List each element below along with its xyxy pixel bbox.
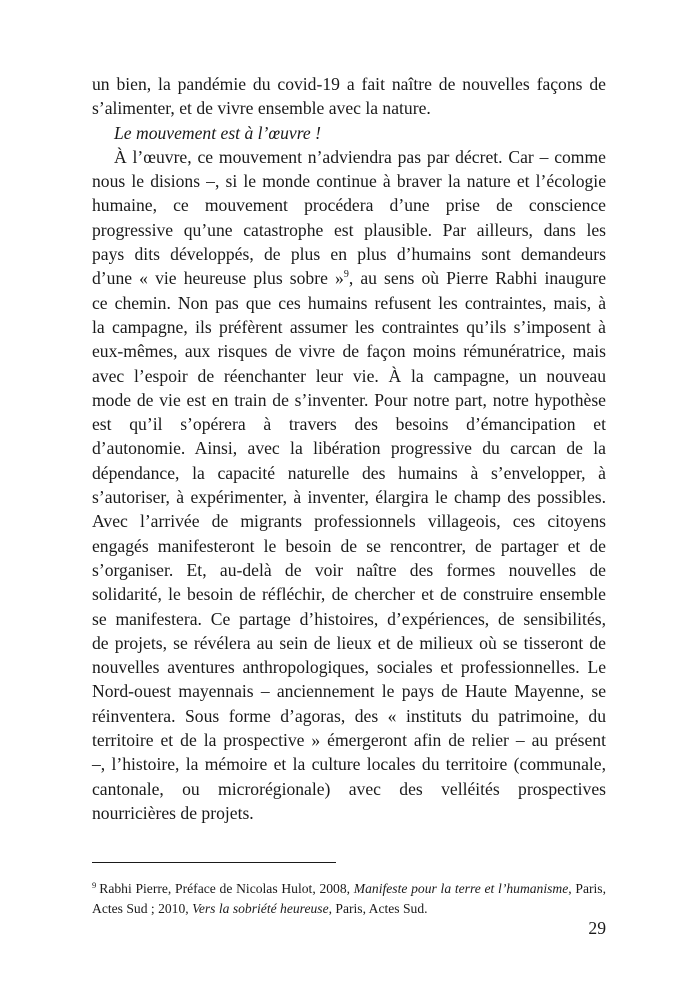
text-line: s’autoriser, à expérimenter, à inventer, élargira le champ des possibles.	[92, 487, 606, 508]
text-line: de projets, se révélera au sein de lieux et de milieux où se tisseront de	[92, 632, 606, 653]
text-line: engagés manifesteront le besoin de se rencontrer, de partager et de	[92, 535, 606, 556]
text-line: d’autonomie. Ainsi, avec la libération progressive du carcan de la	[92, 438, 606, 459]
footnote-book-title: Vers la sobriété heureuse	[192, 900, 329, 916]
text-line: nous le disions –, si le monde continue à braver la nature et l’écologie	[92, 171, 606, 192]
footnote-line	[92, 899, 606, 919]
footnote-text: Actes Sud ; 2010,	[92, 900, 193, 916]
text-line: se manifestera. Ce partage d’histoires, d’expériences, de sensibilités,	[92, 608, 606, 629]
main-text	[92, 72, 606, 825]
text-line: un bien, la pandémie du covid-19 a fait naître de nouvelles façons de	[92, 74, 606, 94]
footnote	[92, 879, 606, 918]
text-line: Avec l’arrivée de migrants professionnels villageois, ces citoyens	[92, 511, 606, 532]
footnote-text: Rabhi Pierre, Préface de Nicolas Hulot, 2008,	[99, 881, 354, 896]
text-segment: , au sens où Pierre Rabhi inaugure	[348, 268, 606, 289]
text-line: pays dits développés, de plus en plus d’humains sont demandeurs	[92, 244, 606, 265]
footnote-text: , Paris, Actes Sud.	[328, 900, 428, 916]
text-line: réinventera. Sous forme d’agoras, des « instituts du patrimoine, du	[92, 705, 606, 726]
text-line: s’organiser. Et, au-delà de voir naître des formes nouvelles de	[92, 559, 606, 580]
text-line: dépendance, la capacité naturelle des humains à s’envelopper, à	[92, 462, 606, 483]
footnote-line	[92, 879, 606, 899]
text-line: À l’œuvre, ce mouvement n’adviendra pas par décret. Car – comme	[114, 146, 606, 167]
text-line: s’alimenter, et de vivre ensemble avec la nature.	[92, 98, 431, 119]
text-line: est qu’il s’opérera à travers des besoins d’émancipation et	[92, 414, 606, 435]
text-line: eux-mêmes, aux risques de vivre de façon moins rémunératrice, mais	[92, 341, 606, 362]
text-line: –, l’histoire, la mémoire et la culture locales du territoire (communale,	[92, 754, 606, 775]
text-line: cantonale, ou microrégionale) avec des velléités prospectives	[92, 778, 606, 799]
text-line: solidarité, le besoin de réfléchir, de chercher et de construire ensemble	[92, 584, 606, 605]
footnote-divider	[92, 862, 336, 863]
text-line: nourricières de projets.	[92, 802, 254, 823]
text-line-with-footnote	[92, 266, 606, 290]
text-line: avec l’espoir de réenchanter leur vie. À la campagne, un nouveau	[92, 365, 606, 386]
footnote-reference: 9	[343, 269, 349, 281]
text-line: nouvelles aventures anthropologiques, sociales et professionnelles. Le	[92, 657, 606, 678]
text-line: territoire et de la prospective » émergeront afin de relier – au présent	[92, 730, 606, 751]
text-line: humaine, ce mouvement procédera d’une prise de conscience	[92, 195, 606, 216]
italic-heading-line: Le mouvement est à l’œuvre !	[114, 122, 321, 143]
text-line: Nord-ouest mayennais – anciennement le pays de Haute Mayenne, se	[92, 681, 606, 702]
page-number: 29	[588, 918, 606, 938]
footnote-mark: 9	[92, 880, 97, 890]
text-line: ce chemin. Non pas que ces humains refusent les contraintes, mais, à	[92, 292, 606, 313]
footnote-text: , Paris,	[568, 881, 607, 896]
text-line: progressive qu’une catastrophe est plausible. Par ailleurs, dans les	[92, 219, 606, 240]
text-line: la campagne, ils préfèrent assumer les contraintes qu’ils s’imposent à	[92, 316, 606, 337]
text-segment: d’une « vie heureuse plus sobre »	[92, 268, 344, 289]
footnote-book-title: Manifeste pour la terre et l’humanisme	[353, 881, 569, 896]
text-line: mode de vie est en train de s’inventer. Pour notre part, notre hypothèse	[92, 389, 606, 410]
